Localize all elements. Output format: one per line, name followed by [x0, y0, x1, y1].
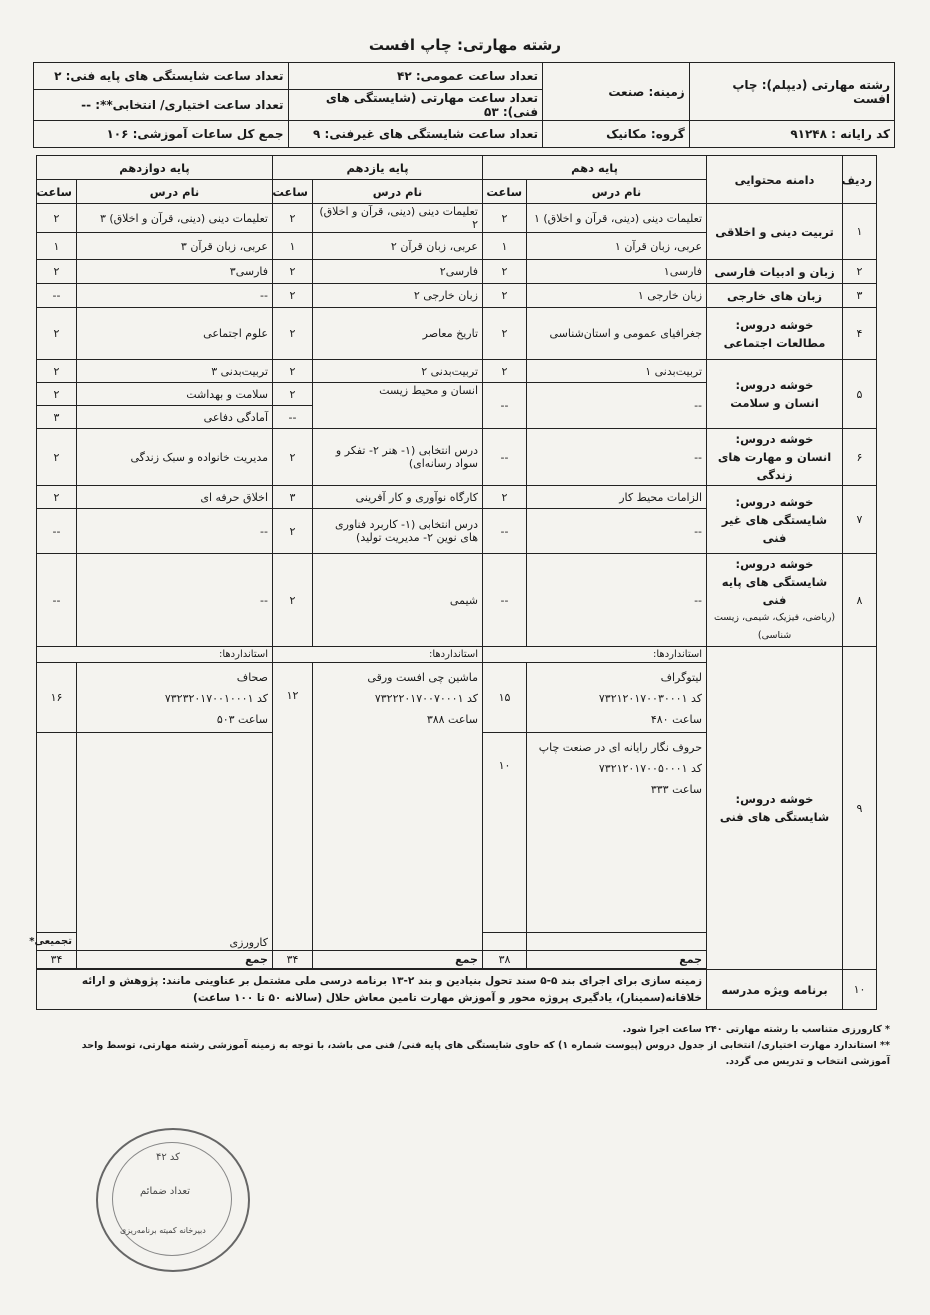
table-row: ۲ زبان و ادبیات فارسی فارسی۱ ۲ فارسی۲ ۲ فارسی۳ ۲	[37, 260, 877, 284]
col-grade-11: پایه یازدهم	[273, 156, 483, 180]
table-row: ۶ خوشه دروس: انسان و مهارت های زندگی -- -- درس انتخابی (۱- هنر ۲- تفکر و سواد رسانه‌ای) ۲ مدیریت خانواده و سبک زندگی ۲	[37, 429, 877, 486]
header-field-skill-hours: تعداد ساعت مهارتی (شایستگی های فنی): ۵۳	[288, 90, 543, 121]
table-row: ۵ خوشه دروس: انسان و سلامت تربیت‌بدنی ۱ ۲ تربیت‌بدنی ۲ ۲ تربیت‌بدنی ۳ ۲	[37, 360, 877, 383]
col-radif: ردیف	[843, 156, 877, 204]
table-row: ۹ خوشه دروس: شایستگی های فنی استانداردها: استانداردها: استانداردها:	[37, 647, 877, 663]
table-row: لیتوگراف کد ۷۳۲۱۲۰۱۷۰۰۳۰۰۰۱ ساعت ۴۸۰ ۱۵ ماشین چی افست ورقی کد ۷۳۲۲۲۰۱۷۰۰۷۰۰۰۱ ساعت ۳۸۸ ۱۲ صحاف کد ۷۳۲۳۲۰۱۷۰۰۱۰۰۰۱ ساعت ۵۰۳ ۱۶	[37, 663, 877, 733]
table-row: ۱۰ برنامه ویژه مدرسه زمینه سازی برای اجرای بند ۵-۵ سند تحول بنیادین و بند ۲-۱۳ برنامه درسی ملی مشتمل بر عناوینی مانند: پژوهش و ارائه خلاقانه(سمینار)، یادگیری پروژه محور و آموزش مهارت تامین معاش حلال (سالانه ۵۰ تا ۱۰۰ ساعت)	[37, 970, 877, 1010]
header-field-total-hours: جمع کل ساعات آموزشی: ۱۰۶	[34, 121, 289, 148]
header-field-elective-hours: تعداد ساعت اختیاری/ انتخابی**: --	[34, 90, 289, 121]
col-name-11: نام درس	[313, 180, 483, 204]
col-grade-12: پایه دوازدهم	[37, 156, 273, 180]
page-title: رشته مهارتی: چاپ افست	[368, 36, 562, 54]
table-row: ۴ خوشه دروس: مطالعات اجتماعی جغرافیای عمومی و استان‌شناسی ۲ تاریخ معاصر ۲ علوم اجتماعی ۲	[37, 308, 877, 360]
col-hours-10: ساعت	[483, 180, 527, 204]
table-row: تجمیعی*	[37, 933, 877, 951]
footnote-2: ** استاندارد مهارت اختیاری/ انتخابی از جدول دروس (پیوست شماره ۱) که حاوی شایستگی های پایه فنی/ فنی می باشد، با توجه به زمینه آموزشی رشته مهارتی، توسط واحد آموزشی انتخاب و تدریس می گردد.	[81, 1040, 890, 1067]
header-field-group: گروه: مکانیک	[543, 121, 690, 148]
col-hours-12: ساعت	[37, 180, 77, 204]
header-field-zamine: زمینه: صنعت	[543, 63, 690, 121]
table-row: -- -- درس انتخابی (۱- کاربرد فناوری های نوین ۲- مدیریت تولید) ۲ -- --	[37, 509, 877, 554]
table-row: حروف نگار رایانه ای در صنعت چاپ کد ۷۳۲۱۲۰۱۷۰۰۵۰۰۰۱ ساعت ۳۳۳ ۱۰ کارورزی	[37, 733, 877, 933]
table-row: ۸ خوشه دروس: شایستگی های پایه فنی (ریاضی، فیزیک، شیمی، زیست شناسی) -- -- شیمی ۲ -- --	[37, 554, 877, 647]
header-field-base-tech-hours: تعداد ساعت شایستگی های پایه فنی: ۲	[34, 63, 289, 90]
header-field-code: کد رایانه : ۹۱۲۴۸	[689, 121, 894, 148]
footnote-1: * کارورزی متناسب با رشته مهارتی ۲۴۰ ساعت اجرا شود.	[622, 1024, 890, 1035]
table-row: -- -- انسان و محیط زیست ۲ سلامت و بهداشت ۲	[37, 383, 877, 406]
header-field-diploma: رشته مهارتی (دیپلم): چاپ افست	[689, 63, 894, 121]
standard-lithograph: لیتوگراف کد ۷۳۲۱۲۰۱۷۰۰۳۰۰۰۱ ساعت ۴۸۰	[527, 663, 707, 733]
curriculum-table	[29, 155, 877, 1010]
table-row: -- آمادگی دفاعی ۳	[37, 406, 877, 429]
col-domain: دامنه محتوایی	[707, 156, 843, 204]
standard-offset-operator: ماشین چی افست ورقی کد ۷۳۲۲۲۰۱۷۰۰۷۰۰۰۱ ساعت ۳۸۸	[313, 663, 483, 951]
table-row: ۱ تربیت دینی و اخلاقی تعلیمات دینی (دینی، قرآن و اخلاق) ۱ ۲ تعلیمات دینی (دینی، قرآن و اخلاق) ۲ ۲ تعلیمات دینی (دینی، قرآن و اخلاق) ۳ ۲	[37, 204, 877, 233]
standard-typesetter: حروف نگار رایانه ای در صنعت چاپ کد ۷۳۲۱۲۰۱۷۰۰۵۰۰۰۱ ساعت ۳۳۳	[527, 733, 707, 933]
standard-bookbinder: صحاف کد ۷۳۲۳۲۰۱۷۰۰۱۰۰۰۱ ساعت ۵۰۳	[77, 663, 273, 733]
table-row: عربی، زبان قرآن ۱ ۱ عربی، زبان قرآن ۲ ۱ عربی، زبان قرآن ۳ ۱	[37, 233, 877, 260]
col-grade-10: پایه دهم	[483, 156, 707, 180]
header-table	[33, 62, 895, 148]
col-name-10: نام درس	[527, 180, 707, 204]
table-row: ۳ زبان های خارجی زبان خارجی ۱ ۲ زبان خارجی ۲ ۲ -- --	[37, 284, 877, 308]
col-name-12: نام درس	[77, 180, 273, 204]
table-row: ۷ خوشه دروس: شایستگی های غیر فنی الزامات محیط کار ۲ کارگاه نوآوری و کار آفرینی ۳ اخلاق حرفه ای ۲	[37, 486, 877, 509]
col-hours-11: ساعت	[273, 180, 313, 204]
official-stamp: کد ۴۲ تعداد ضمائم دبیرخانه کمیته برنامه‌ریزی	[96, 1128, 250, 1272]
header-field-general-hours: تعداد ساعت عمومی: ۴۲	[288, 63, 543, 90]
table-row sum-row: جمع ۳۸ جمع ۳۴ جمع ۳۴	[37, 951, 877, 969]
header-field-nontech-hours: تعداد ساعت شایستگی های غیرفنی: ۹	[288, 121, 543, 148]
